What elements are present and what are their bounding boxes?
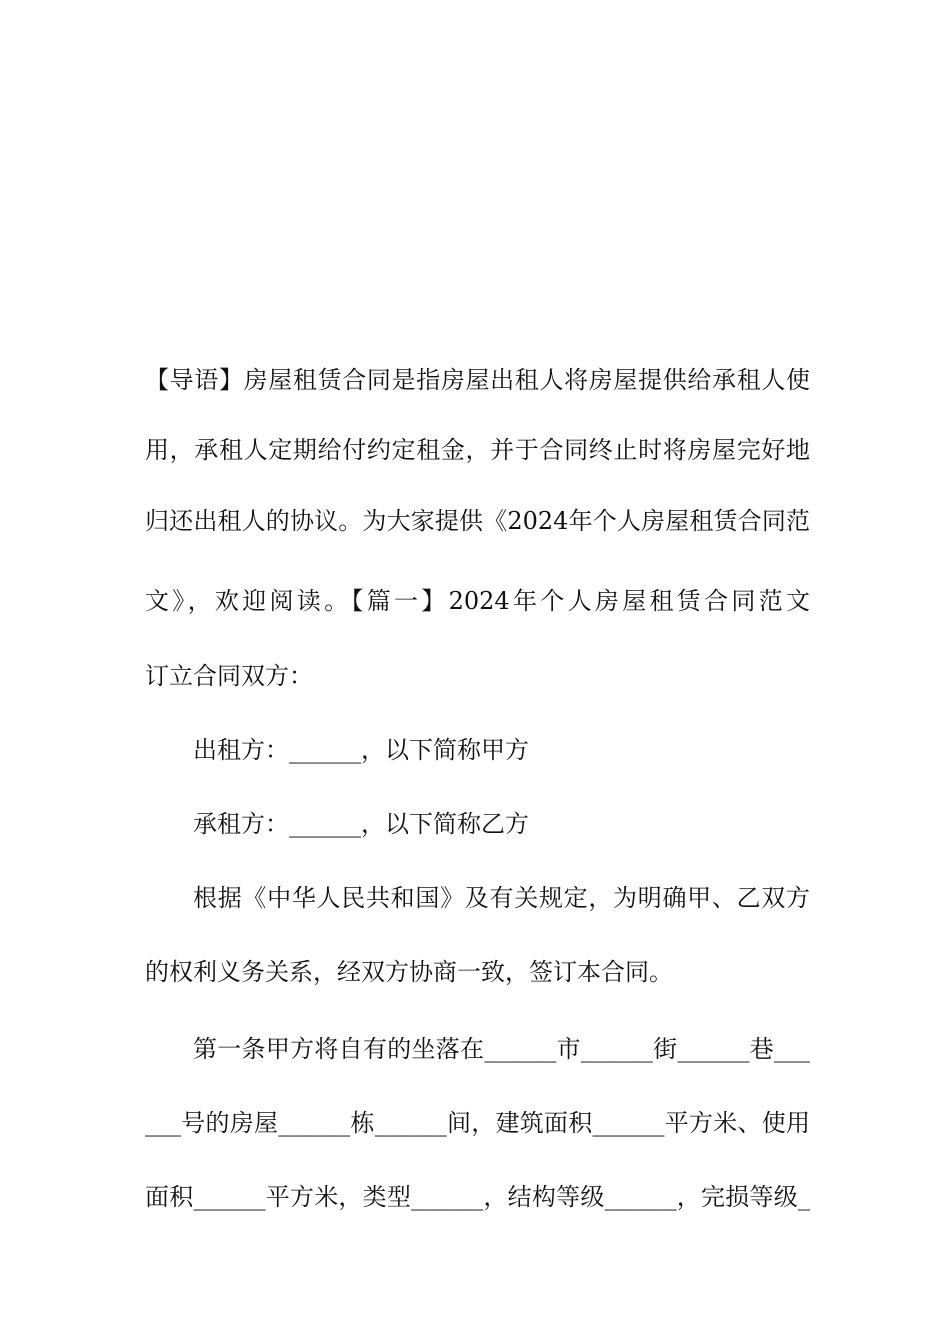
article1-line-2: ___号的房屋______栋______间，建筑面积______平方米、使用 [145, 1109, 810, 1137]
intro-line-3: 归还出租人的协议。为大家提供《2024年个人房屋租赁合同范 [145, 507, 810, 535]
parties-heading: 订立合同双方： [145, 662, 313, 690]
intro-line-1: 【导语】房屋租赁合同是指房屋出租人将房屋提供给承租人使 [145, 366, 810, 394]
lessor-line: 出租方：______，以下简称甲方 [193, 736, 529, 764]
lessee-line: 承租方：______，以下简称乙方 [193, 810, 529, 838]
article1-line-1: 第一条甲方将自有的坐落在______市______街______巷___ [193, 1035, 810, 1063]
basis-line-1: 根据《中华人民共和国》及有关规定，为明确甲、乙双方 [193, 884, 810, 912]
article1-line-3: 面积______平方米，类型______，结构等级______，完损等级_ [145, 1183, 810, 1211]
intro-line-2: 用，承租人定期给付约定租金，并于合同终止时将房屋完好地 [145, 436, 810, 464]
intro-line-4: 文》，欢迎阅读。【篇一】2024年个人房屋租赁合同范文 [145, 587, 810, 615]
basis-line-2: 的权利义务关系，经双方协商一致，签订本合同。 [145, 958, 673, 986]
